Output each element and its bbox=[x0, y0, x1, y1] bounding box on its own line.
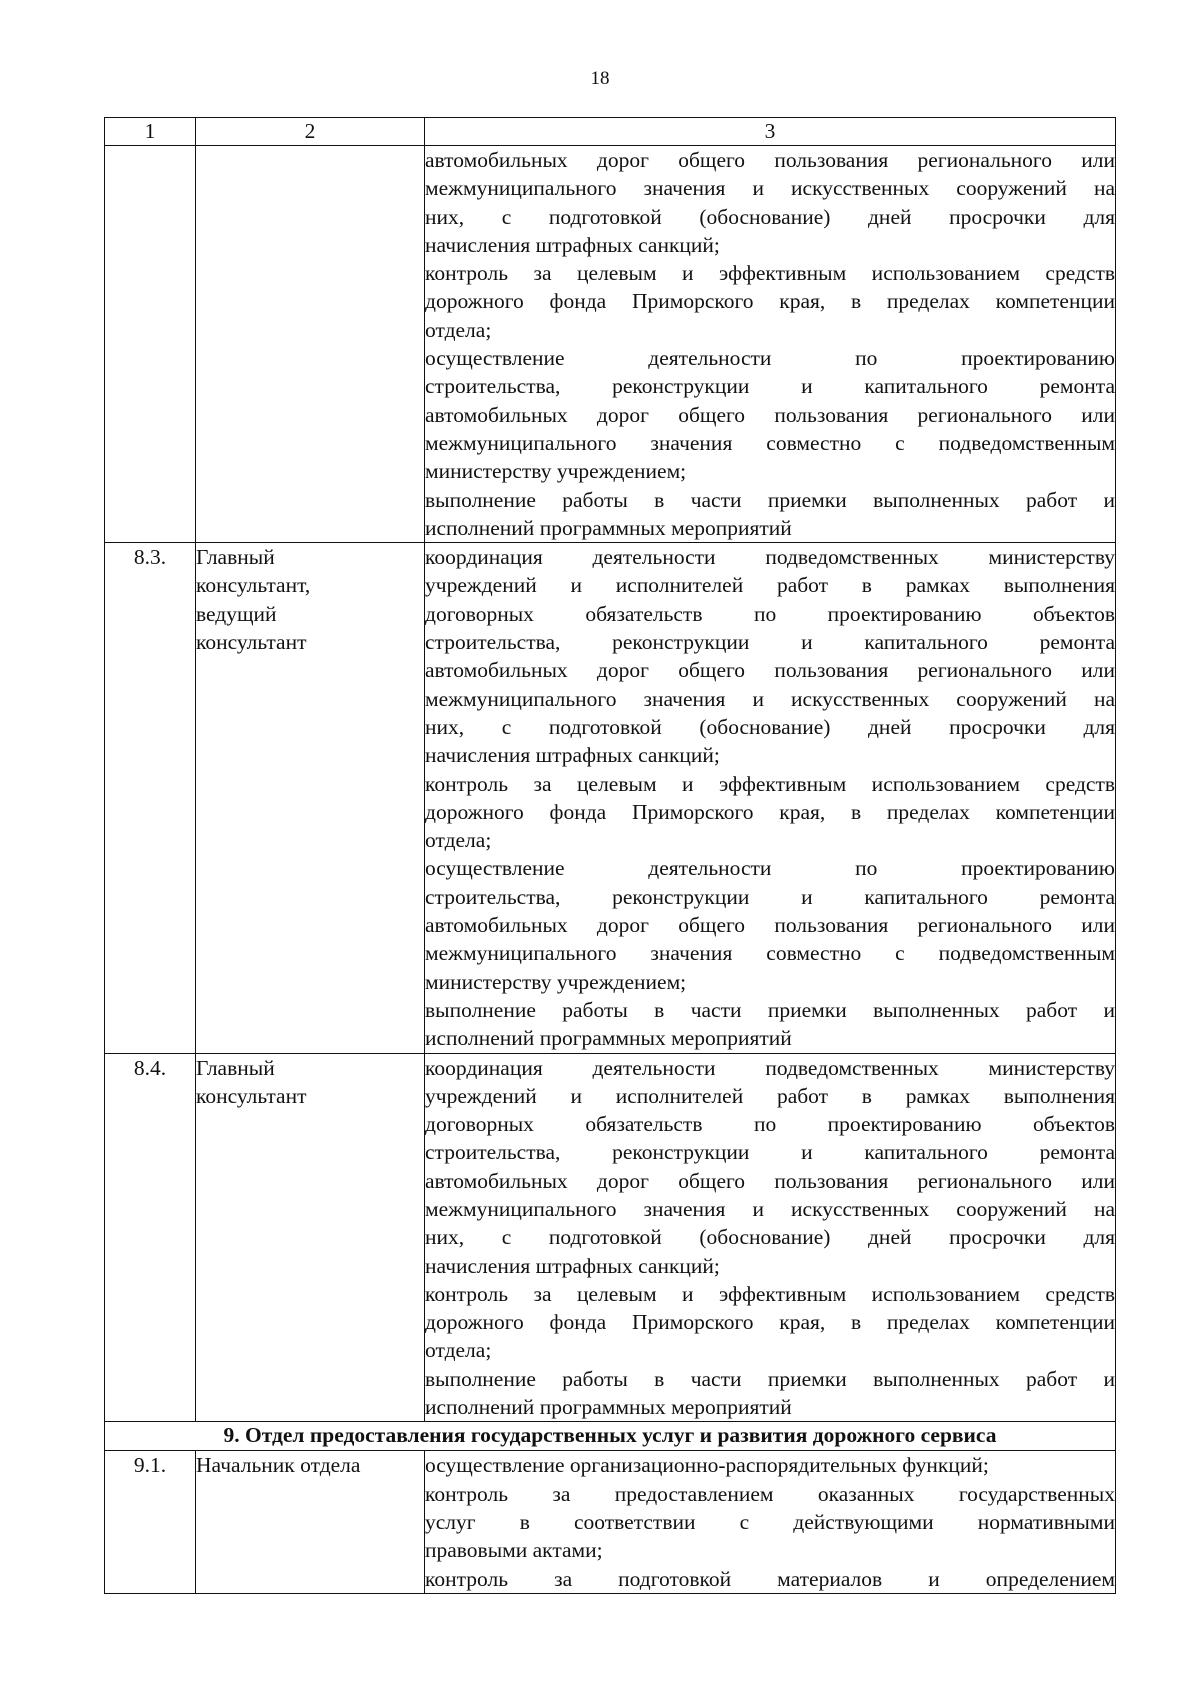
duty-line: выполнение работы в части приемки выполненных работ и bbox=[425, 487, 1115, 512]
duty-line: осуществление организационно-распорядительных функций; bbox=[425, 1453, 989, 1478]
position-line: консультант, bbox=[196, 573, 311, 598]
position-line: консультант bbox=[196, 1083, 307, 1108]
duty-line: межмуниципального значения и искусственных сооружений на bbox=[425, 686, 1115, 711]
duty-line: контроль за предоставлением оказанных государственных bbox=[425, 1481, 1115, 1506]
duty-line: строительства, реконструкции и капитального ремонта bbox=[425, 1140, 1115, 1165]
duty-line: контроль за целевым и эффективным использованием средств bbox=[425, 1281, 1115, 1306]
duty-line: контроль за подготовкой материалов и определением bbox=[425, 1566, 1115, 1591]
duty-line: них, с подготовкой (обоснование) дней просрочки для bbox=[425, 204, 1115, 229]
position-cell bbox=[196, 146, 425, 543]
duty-line: автомобильных дорог общего пользования регионального или bbox=[425, 658, 1115, 683]
duty-line: правовыми актами; bbox=[425, 1538, 603, 1563]
duty-line: них, с подготовкой (обоснование) дней просрочки для bbox=[425, 714, 1115, 739]
position-line: Главный bbox=[196, 545, 275, 570]
position-cell bbox=[196, 1053, 425, 1422]
position-line: консультант bbox=[196, 630, 307, 655]
duty-line: отдела; bbox=[425, 317, 492, 342]
duty-line: отдела; bbox=[425, 1338, 492, 1363]
duty-line: выполнение работы в части приемки выполненных работ и bbox=[425, 1366, 1115, 1391]
duty-line: министерству учреждением; bbox=[425, 969, 687, 994]
duties-table-body bbox=[105, 118, 1116, 1594]
duty-line: исполнений программных мероприятий bbox=[425, 1395, 792, 1420]
duty-line: услуг в соответствии с действующими нормативными bbox=[425, 1509, 1115, 1534]
table-row bbox=[105, 146, 1116, 543]
duty-line: дорожного фонда Приморского края, в пределах компетенции bbox=[425, 1310, 1115, 1335]
table-row bbox=[105, 1053, 1116, 1422]
duty-line: министерству учреждением; bbox=[425, 459, 687, 484]
duty-line: исполнений программных мероприятий bbox=[425, 1026, 792, 1051]
duty-line: отдела; bbox=[425, 828, 492, 853]
duties-cell bbox=[425, 1053, 1116, 1422]
duty-line: выполнение работы в части приемки выполненных работ и bbox=[425, 997, 1115, 1022]
duty-line: договорных обязательств по проектированию объектов bbox=[425, 601, 1115, 626]
duty-line: автомобильных дорог общего пользования регионального или bbox=[425, 148, 1115, 172]
header-cell-position: 2 bbox=[196, 118, 425, 146]
section-title: 9. Отдел предоставления государственных услуг и развития дорожного сервиса bbox=[105, 1422, 1116, 1451]
position-line: Начальник отдела bbox=[196, 1453, 361, 1478]
position-cell bbox=[196, 543, 425, 1053]
row-number bbox=[105, 146, 196, 543]
duty-line: учреждений и исполнителей работ в рамках выполнения bbox=[425, 573, 1115, 598]
duty-line: начисления штрафных санкций; bbox=[425, 743, 720, 768]
page-number: 18 bbox=[590, 68, 610, 89]
header-row bbox=[105, 118, 1116, 146]
header-cell-number: 1 bbox=[105, 118, 196, 146]
duty-line: строительства, реконструкции и капитального ремонта bbox=[425, 374, 1115, 399]
duty-line: начисления штрафных санкций; bbox=[425, 232, 720, 257]
duty-line: контроль за целевым и эффективным использованием средств bbox=[425, 261, 1115, 286]
duty-line: них, с подготовкой (обоснование) дней просрочки для bbox=[425, 1225, 1115, 1250]
duty-line: координация деятельности подведомственных министерству bbox=[425, 545, 1115, 570]
duty-line: дорожного фонда Приморского края, в пределах компетенции bbox=[425, 799, 1115, 824]
duty-line: координация деятельности подведомственных министерству bbox=[425, 1055, 1115, 1080]
section-header-row bbox=[105, 1422, 1116, 1451]
duties-cell bbox=[425, 543, 1116, 1053]
duty-line: межмуниципального значения и искусственных сооружений на bbox=[425, 176, 1115, 201]
position-line: ведущий bbox=[196, 601, 277, 626]
duty-line: межмуниципального значения совместно с подведомственным bbox=[425, 430, 1115, 455]
duties-table bbox=[104, 117, 1116, 1594]
duty-line: начисления штрафных санкций; bbox=[425, 1253, 720, 1278]
duty-line: дорожного фонда Приморского края, в пределах компетенции bbox=[425, 289, 1115, 314]
row-number: 8.3. bbox=[105, 543, 196, 1053]
row-number: 8.4. bbox=[105, 1053, 196, 1422]
duty-line: осуществление деятельности по проектированию bbox=[425, 346, 1115, 371]
duty-line: автомобильных дорог общего пользования регионального или bbox=[425, 1168, 1115, 1193]
duty-line: контроль за целевым и эффективным использованием средств bbox=[425, 771, 1115, 796]
duty-line: строительства, реконструкции и капитального ремонта bbox=[425, 630, 1115, 655]
duty-line: межмуниципального значения и искусственных сооружений на bbox=[425, 1196, 1115, 1221]
position-line: Главный bbox=[196, 1055, 275, 1080]
duty-line: автомобильных дорог общего пользования регионального или bbox=[425, 402, 1115, 427]
duty-line: строительства, реконструкции и капитального ремонта bbox=[425, 884, 1115, 909]
table-row bbox=[105, 1451, 1116, 1593]
table-row bbox=[105, 543, 1116, 1053]
duty-line: учреждений и исполнителей работ в рамках выполнения bbox=[425, 1083, 1115, 1108]
duty-line: межмуниципального значения совместно с подведомственным bbox=[425, 941, 1115, 966]
duties-cell bbox=[425, 1451, 1116, 1593]
duty-line: автомобильных дорог общего пользования регионального или bbox=[425, 913, 1115, 938]
header-cell-duties: 3 bbox=[425, 118, 1116, 146]
duty-line: осуществление деятельности по проектированию bbox=[425, 856, 1115, 881]
row-number: 9.1. bbox=[105, 1451, 196, 1593]
duty-line: договорных обязательств по проектированию объектов bbox=[425, 1112, 1115, 1137]
duty-line: исполнений программных мероприятий bbox=[425, 515, 792, 540]
position-cell bbox=[196, 1451, 425, 1593]
duties-cell bbox=[425, 146, 1116, 543]
